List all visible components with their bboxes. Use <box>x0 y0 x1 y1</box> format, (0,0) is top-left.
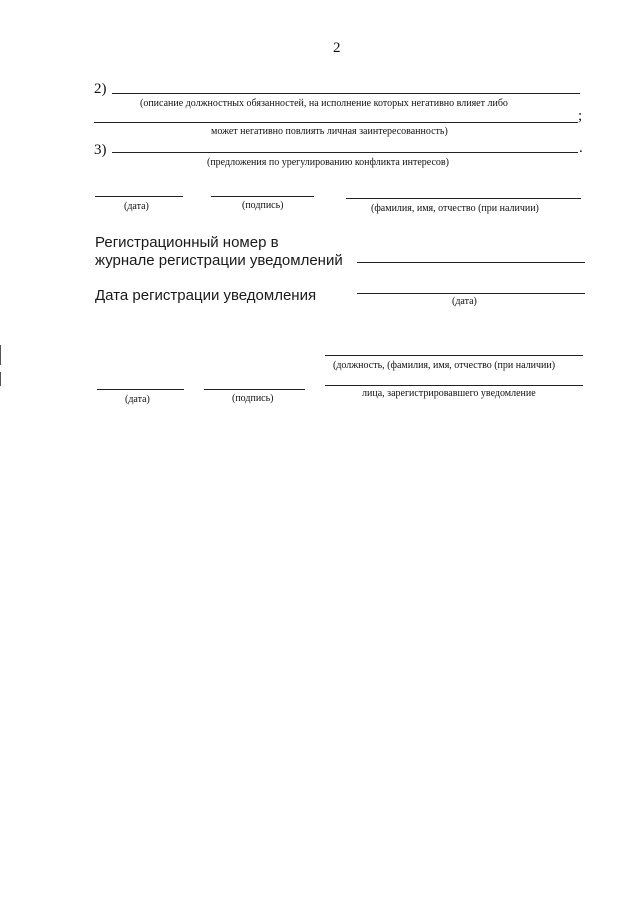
item-3-number: 3) <box>94 142 107 158</box>
scan-edge-mark <box>0 345 1 365</box>
registration-date-caption: (дата) <box>452 296 477 307</box>
item-3-fill-line <box>112 152 578 153</box>
item-2-semicolon: ; <box>578 108 583 124</box>
name-label-1: (фамилия, имя, отчество (при наличии) <box>371 203 539 214</box>
name-line-1 <box>346 198 581 199</box>
registration-date-label: Дата регистрации уведомления <box>95 287 317 304</box>
item-3-caption: (предложения по урегулированию конфликта интересов) <box>207 157 449 168</box>
item-2-fill-line <box>112 93 580 94</box>
date-line-1 <box>95 196 183 197</box>
page-number: 2 <box>333 40 341 56</box>
position-line <box>325 355 583 356</box>
scan-edge-mark <box>0 372 1 386</box>
date-line-2 <box>97 389 184 390</box>
item-3-dot: . <box>579 140 583 156</box>
signature-line-2 <box>204 389 305 390</box>
registration-number-line <box>357 262 585 263</box>
date-label-2: (дата) <box>125 394 150 405</box>
item-2-caption-line1: (описание должностных обязанностей, на исполнение которых негативно влияет либо <box>140 98 508 109</box>
position-caption: (должность, (фамилия, имя, отчество (при наличии) <box>333 360 556 371</box>
signature-label-2: (подпись) <box>232 393 274 404</box>
item-2-number: 2) <box>94 81 107 97</box>
item-2-caption-line2: может негативно повлиять личная заинтересованность) <box>211 126 448 137</box>
item-2-fill-line-2 <box>94 122 578 123</box>
signature-label-1: (подпись) <box>242 200 284 211</box>
registration-number-label-line1: Регистрационный номер в <box>95 234 279 251</box>
date-label-1: (дата) <box>124 201 149 212</box>
registration-date-line <box>357 293 585 294</box>
registrar-caption: лица, зарегистрировавшего уведомление <box>362 388 536 399</box>
signature-line-1 <box>211 196 314 197</box>
registrar-line <box>325 385 583 386</box>
registration-number-label-line2: журнале регистрации уведомлений <box>95 252 343 269</box>
